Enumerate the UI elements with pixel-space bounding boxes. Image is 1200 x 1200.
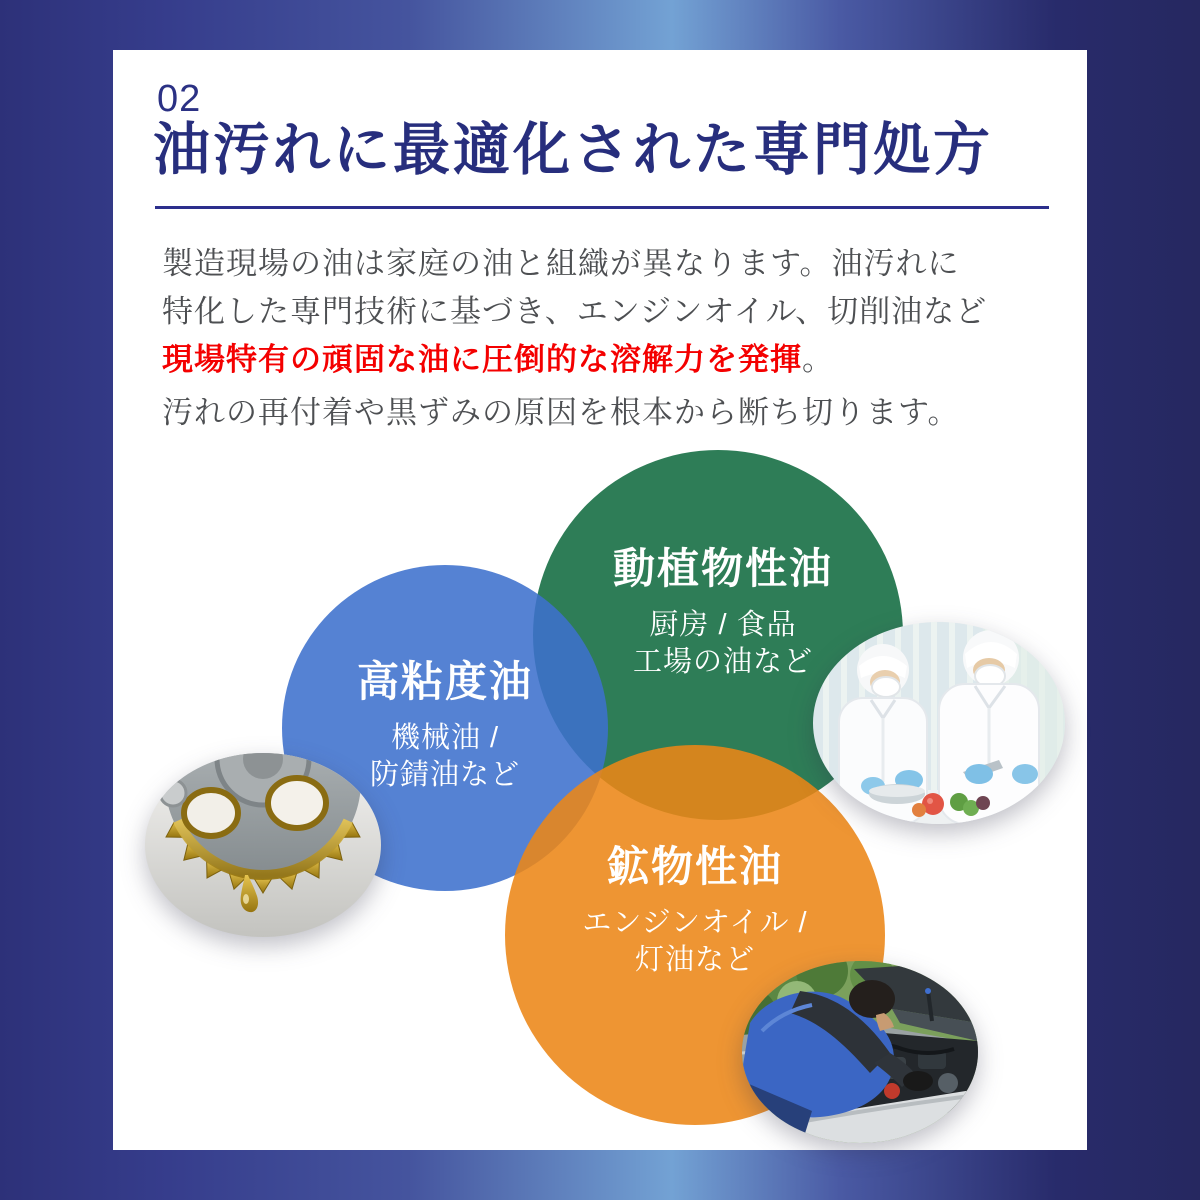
animal-vegetable-oil-title: 動植物性油 [612, 545, 833, 592]
description-line-1: 製造現場の油は家庭の油と組織が異なります。油汚れに [162, 246, 960, 281]
mineral-oil-desc-2: 灯油など [634, 944, 755, 977]
animal-vegetable-oil-desc-2: 工場の油など [632, 646, 813, 679]
section-number: 02 [157, 78, 202, 120]
mineral-oil-title: 鉱物性油 [606, 843, 783, 890]
content-card [113, 50, 1087, 1150]
description-line-2: 特化した専門技術に基づき、エンジンオイル、切削油など [162, 294, 988, 329]
label-mineral-oil [505, 843, 885, 979]
highlight-text: 現場特有の頑固な油に圧倒的な溶解力を発揮 [162, 342, 802, 377]
high-viscosity-oil-title: 高粘度油 [356, 658, 533, 705]
animal-vegetable-oil-desc-1: 厨房 / 食品 [649, 609, 797, 642]
high-viscosity-oil-desc-1: 機械油 / [390, 722, 500, 755]
section-title: 油汚れに最適化された専門処方 [153, 118, 993, 182]
car-engine-mechanic-photo [742, 961, 978, 1143]
mineral-oil-desc-1: エンジンオイル / [582, 907, 808, 940]
highlight-period: 。 [802, 342, 834, 377]
oil-type-venn-diagram [113, 50, 1087, 1150]
label-high-viscosity-oil [285, 658, 605, 794]
description-line-4: 汚れの再付着や黒ずみの原因を根本から断ち切ります。 [162, 395, 960, 430]
high-viscosity-oil-desc-2: 防錆油など [369, 759, 520, 792]
